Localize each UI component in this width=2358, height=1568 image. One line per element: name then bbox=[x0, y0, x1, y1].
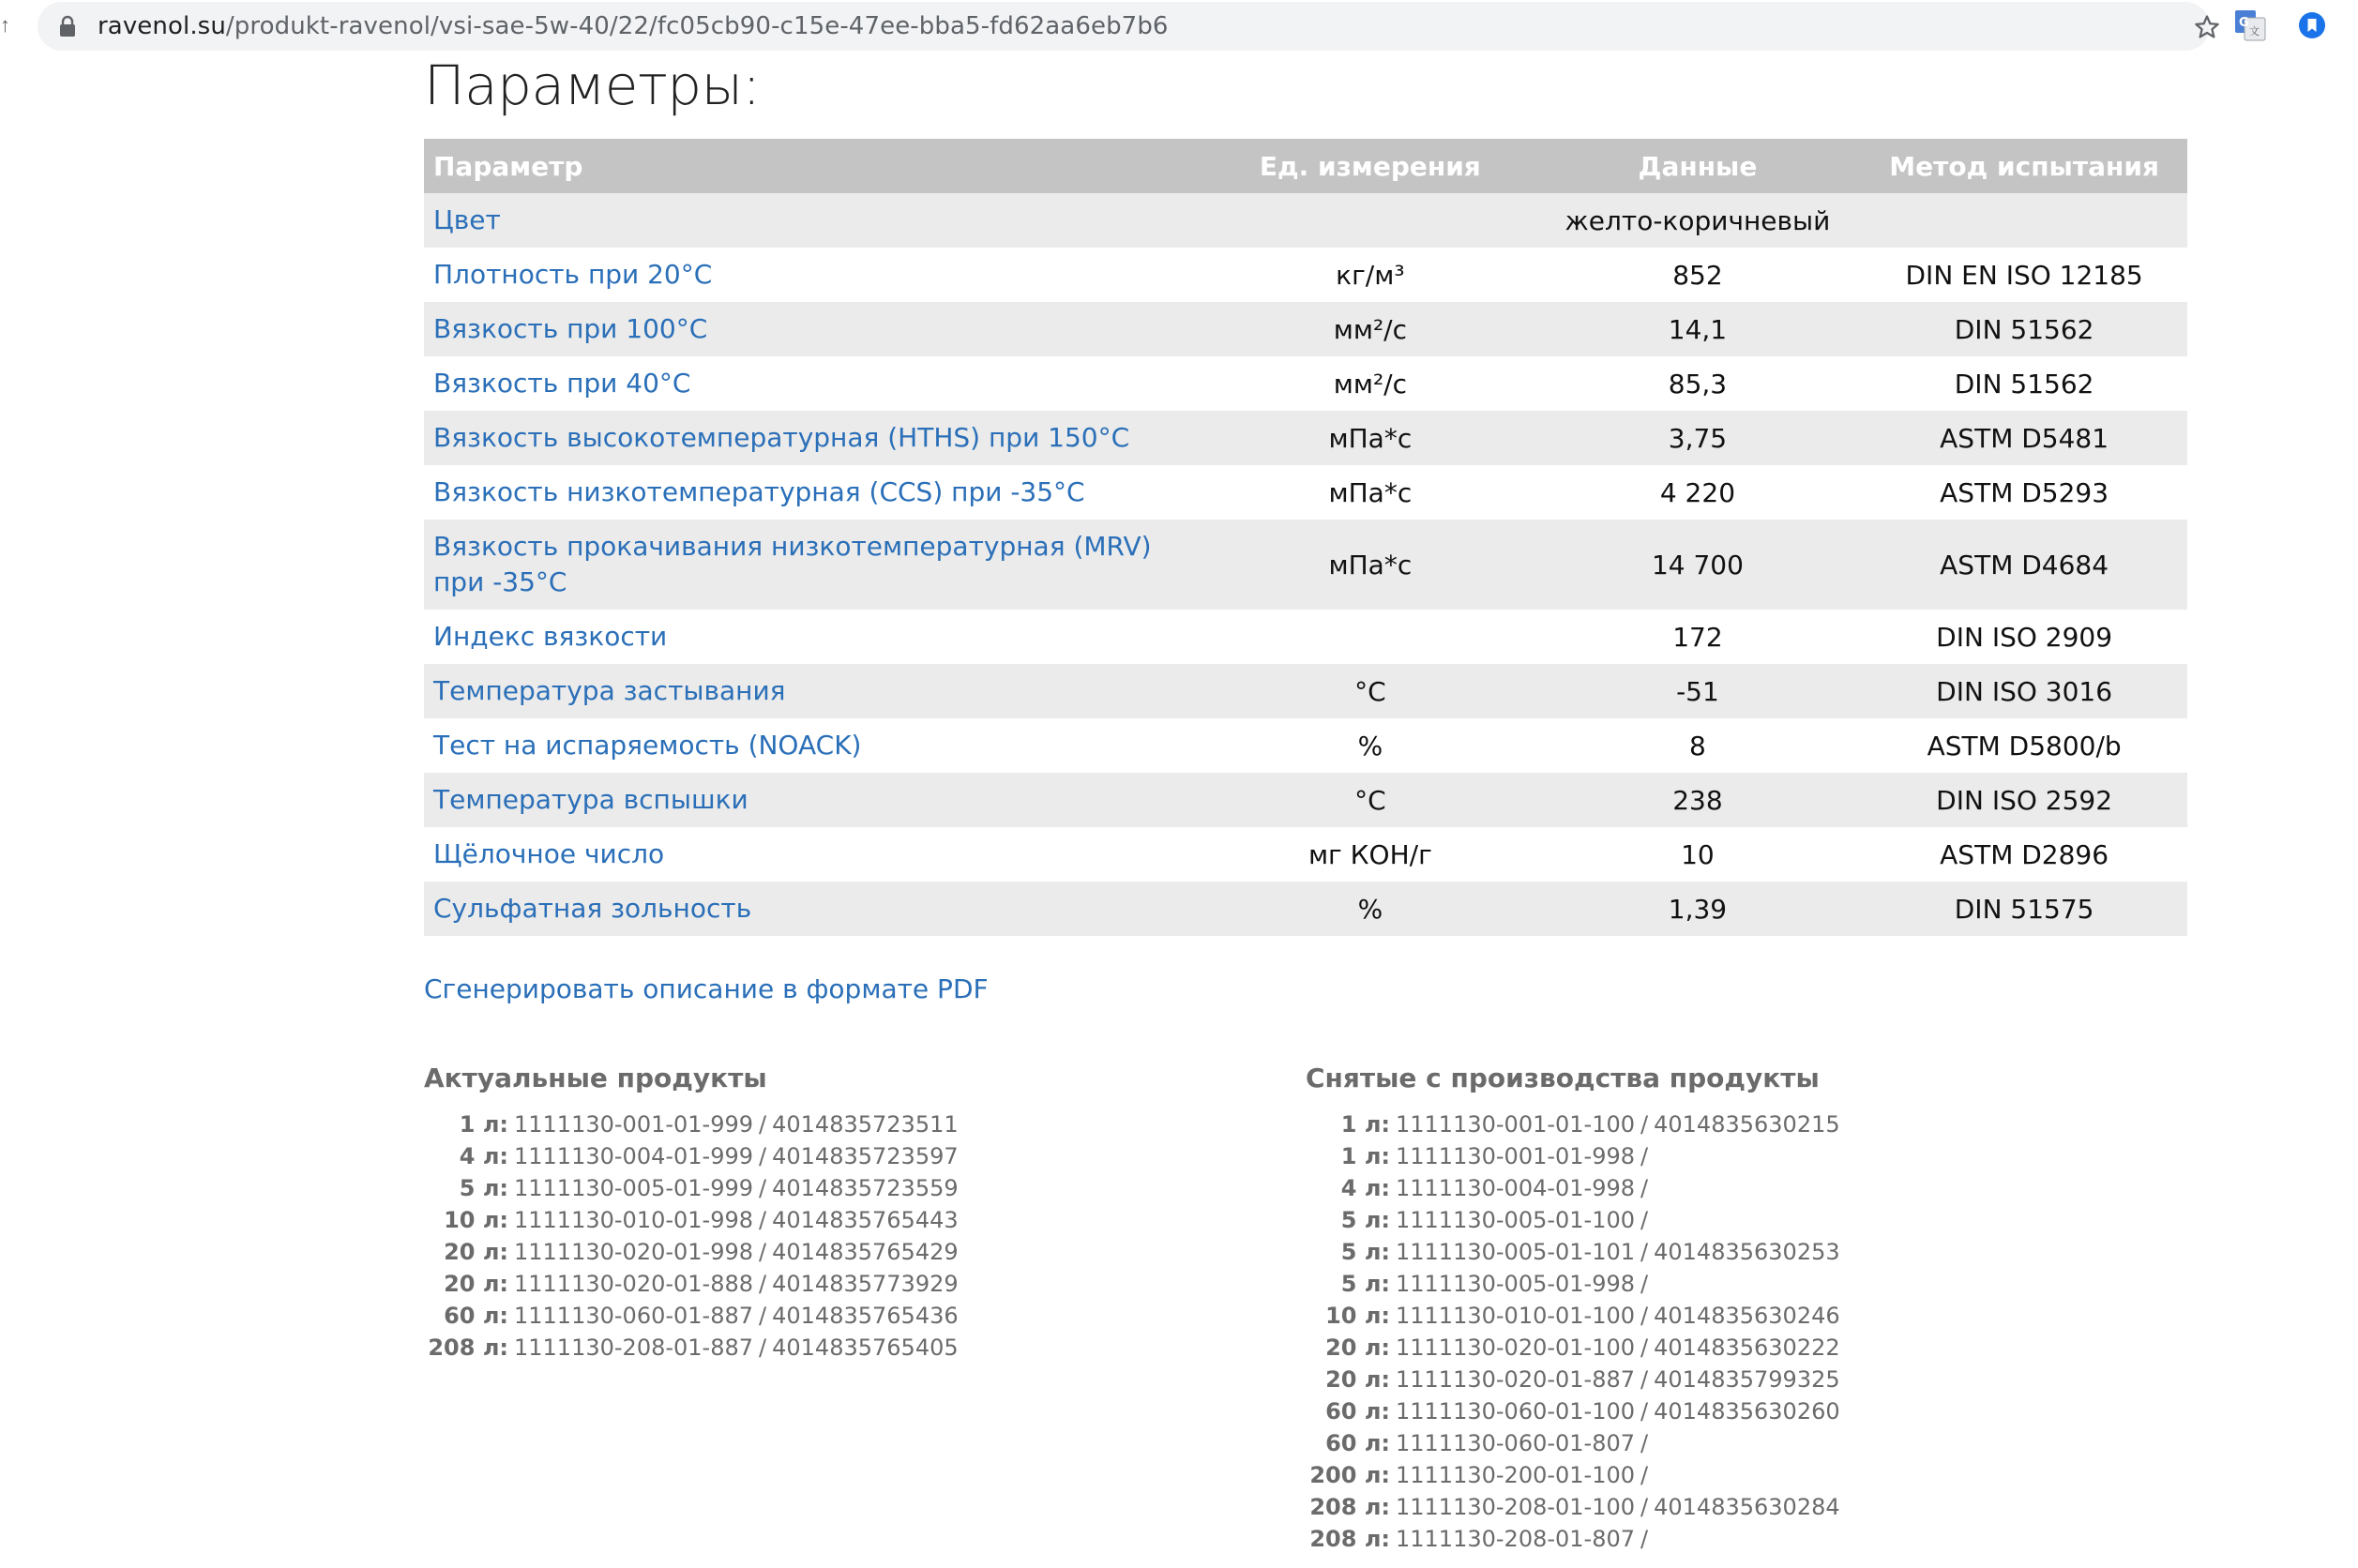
lock-icon[interactable] bbox=[58, 15, 77, 38]
product-volume: 10 л: bbox=[1325, 1303, 1390, 1329]
product-separator: / bbox=[759, 1271, 767, 1297]
param-data: -51 bbox=[1534, 664, 1862, 718]
list-item bbox=[1306, 1364, 1840, 1395]
product-code: 1111130-208-01-100 bbox=[1396, 1494, 1636, 1520]
product-volume: 60 л: bbox=[1325, 1398, 1390, 1425]
table-row bbox=[424, 718, 2187, 773]
param-unit: мПа*с bbox=[1206, 520, 1534, 610]
product-code: 1111130-004-01-998 bbox=[1396, 1175, 1636, 1201]
product-separator: / bbox=[759, 1303, 767, 1329]
url-path: /produkt-ravenol/vsi-sae-5w-40/22/fc05cb90-c15e-47ee-bba5-fd62aa6eb7b6 bbox=[225, 12, 1169, 40]
discontinued-products-section bbox=[1306, 1060, 1840, 1555]
product-volume: 20 л: bbox=[444, 1239, 508, 1265]
param-data: 14 700 bbox=[1534, 520, 1862, 610]
param-method: DIN ISO 2909 bbox=[1861, 610, 2187, 664]
list-item bbox=[424, 1300, 959, 1332]
product-separator: / bbox=[1640, 1207, 1649, 1233]
product-volume: 5 л: bbox=[459, 1175, 508, 1201]
param-data: 1,39 bbox=[1534, 882, 1862, 936]
param-method: ASTM D2896 bbox=[1861, 827, 2187, 882]
page-title: Параметры: bbox=[424, 53, 761, 117]
bookmark-extension-icon[interactable] bbox=[2298, 11, 2326, 39]
param-unit: мм²/с bbox=[1206, 356, 1534, 411]
product-code: 1111130-060-01-100 bbox=[1396, 1398, 1636, 1425]
product-separator: / bbox=[1640, 1303, 1649, 1329]
product-ean: 4014835765405 bbox=[772, 1334, 959, 1361]
param-data: 85,3 bbox=[1534, 356, 1862, 411]
param-unit: °C bbox=[1206, 664, 1534, 718]
table-row bbox=[424, 773, 2187, 827]
product-code: 1111130-020-01-998 bbox=[514, 1239, 754, 1265]
discontinued-products-list bbox=[1306, 1108, 1840, 1555]
header-unit: Ед. измерения bbox=[1206, 139, 1534, 193]
product-separator: / bbox=[1640, 1526, 1649, 1552]
list-item bbox=[424, 1268, 959, 1300]
param-name[interactable]: Вязкость высокотемпературная (HTHS) при 150°C bbox=[424, 411, 1206, 465]
product-ean: 4014835765436 bbox=[772, 1303, 959, 1329]
product-code: 1111130-005-01-998 bbox=[1396, 1271, 1636, 1297]
product-ean: 4014835630253 bbox=[1654, 1239, 1840, 1265]
actual-products-list bbox=[424, 1108, 959, 1364]
product-volume: 1 л: bbox=[1340, 1111, 1390, 1138]
product-separator: / bbox=[1640, 1175, 1649, 1201]
product-code: 1111130-010-01-998 bbox=[514, 1207, 754, 1233]
param-method: DIN 51575 bbox=[1861, 882, 2187, 936]
param-name[interactable]: Вязкость низкотемпературная (CCS) при -35°C bbox=[424, 465, 1206, 520]
param-name[interactable]: Температура вспышки bbox=[424, 773, 1206, 827]
discontinued-products-title: Снятые с производства продукты bbox=[1306, 1063, 1820, 1093]
table-row bbox=[424, 465, 2187, 520]
svg-text:G: G bbox=[2239, 16, 2249, 30]
product-ean: 4014835799325 bbox=[1654, 1366, 1840, 1393]
list-item bbox=[424, 1236, 959, 1268]
table-row bbox=[424, 827, 2187, 882]
product-code: 1111130-005-01-100 bbox=[1396, 1207, 1636, 1233]
param-method bbox=[1861, 193, 2187, 248]
product-volume: 1 л: bbox=[459, 1111, 508, 1138]
product-volume: 208 л: bbox=[1309, 1494, 1390, 1520]
list-item bbox=[1306, 1300, 1840, 1332]
product-volume: 60 л: bbox=[1325, 1430, 1390, 1456]
product-separator: / bbox=[759, 1175, 767, 1201]
param-data: 172 bbox=[1534, 610, 1862, 664]
param-name[interactable]: Вязкость прокачивания низкотемпературная (MRV) при -35°C bbox=[424, 520, 1206, 610]
product-separator: / bbox=[1640, 1143, 1649, 1169]
param-method: DIN 51562 bbox=[1861, 356, 2187, 411]
header-method: Метод испытания bbox=[1861, 139, 2187, 193]
product-ean: 4014835723511 bbox=[772, 1111, 959, 1138]
product-separator: / bbox=[1640, 1334, 1649, 1361]
param-unit: мПа*с bbox=[1206, 465, 1534, 520]
param-data: 14,1 bbox=[1534, 302, 1862, 356]
param-unit: °C bbox=[1206, 773, 1534, 827]
param-method: ASTM D5293 bbox=[1861, 465, 2187, 520]
product-code: 1111130-208-01-807 bbox=[1396, 1526, 1636, 1552]
product-separator: / bbox=[759, 1334, 767, 1361]
product-ean: 4014835630260 bbox=[1654, 1398, 1840, 1425]
product-ean: 4014835773929 bbox=[772, 1271, 959, 1297]
product-code: 1111130-001-01-100 bbox=[1396, 1111, 1636, 1138]
main-content bbox=[424, 53, 2187, 1011]
list-item bbox=[424, 1204, 959, 1236]
param-unit: % bbox=[1206, 882, 1534, 936]
product-code: 1111130-060-01-887 bbox=[514, 1303, 754, 1329]
list-item bbox=[1306, 1523, 1840, 1555]
param-unit: мПа*с bbox=[1206, 411, 1534, 465]
param-method: ASTM D5481 bbox=[1861, 411, 2187, 465]
list-item bbox=[424, 1172, 959, 1204]
parameters-table bbox=[424, 139, 2187, 936]
param-method: ASTM D4684 bbox=[1861, 520, 2187, 610]
param-name[interactable]: Вязкость при 40°C bbox=[424, 356, 1206, 411]
product-volume: 5 л: bbox=[1340, 1271, 1390, 1297]
table-header-row bbox=[424, 139, 2187, 193]
param-unit: мг КОН/г bbox=[1206, 827, 1534, 882]
param-unit bbox=[1206, 193, 1534, 248]
back-arrow-icon[interactable]: ↑ bbox=[0, 13, 10, 37]
star-icon[interactable] bbox=[2193, 13, 2221, 41]
product-separator: / bbox=[1640, 1271, 1649, 1297]
product-separator: / bbox=[1640, 1111, 1649, 1138]
list-item bbox=[1306, 1332, 1840, 1364]
param-data: 3,75 bbox=[1534, 411, 1862, 465]
list-item bbox=[1306, 1204, 1840, 1236]
product-ean: 4014835630246 bbox=[1654, 1303, 1840, 1329]
browser-toolbar bbox=[0, 0, 2358, 58]
product-code: 1111130-001-01-999 bbox=[514, 1111, 754, 1138]
actual-products-title: Актуальные продукты bbox=[424, 1063, 767, 1093]
product-separator: / bbox=[1640, 1366, 1649, 1393]
translate-icon[interactable] bbox=[2234, 9, 2266, 41]
product-volume: 1 л: bbox=[1340, 1143, 1390, 1169]
product-volume: 208 л: bbox=[1309, 1526, 1390, 1552]
param-unit: % bbox=[1206, 718, 1534, 773]
product-code: 1111130-200-01-100 bbox=[1396, 1462, 1636, 1488]
table-row bbox=[424, 610, 2187, 664]
param-method: DIN ISO 2592 bbox=[1861, 773, 2187, 827]
product-volume: 20 л: bbox=[1325, 1366, 1390, 1393]
param-name[interactable]: Цвет bbox=[424, 193, 1206, 248]
product-separator: / bbox=[759, 1207, 767, 1233]
product-volume: 208 л: bbox=[428, 1334, 508, 1361]
product-volume: 20 л: bbox=[1325, 1334, 1390, 1361]
product-code: 1111130-005-01-101 bbox=[1396, 1239, 1636, 1265]
list-item bbox=[1306, 1108, 1840, 1140]
param-name[interactable]: Температура застывания bbox=[424, 664, 1206, 718]
product-separator: / bbox=[1640, 1430, 1649, 1456]
header-parameter: Параметр bbox=[424, 139, 1206, 193]
product-code: 1111130-020-01-888 bbox=[514, 1271, 754, 1297]
product-ean: 4014835723559 bbox=[772, 1175, 959, 1201]
product-code: 1111130-010-01-100 bbox=[1396, 1303, 1636, 1329]
product-code: 1111130-001-01-998 bbox=[1396, 1143, 1636, 1169]
param-data: 8 bbox=[1534, 718, 1862, 773]
param-name[interactable]: Тест на испаряемость (NOACK) bbox=[424, 718, 1206, 773]
param-data: 238 bbox=[1534, 773, 1862, 827]
param-data: 10 bbox=[1534, 827, 1862, 882]
param-name[interactable]: Индекс вязкости bbox=[424, 610, 1206, 664]
list-item bbox=[1306, 1459, 1840, 1491]
list-item bbox=[1306, 1140, 1840, 1172]
param-unit: мм²/с bbox=[1206, 302, 1534, 356]
list-item bbox=[1306, 1427, 1840, 1459]
product-ean: 4014835723597 bbox=[772, 1143, 959, 1169]
table-row bbox=[424, 882, 2187, 936]
product-ean: 4014835630215 bbox=[1654, 1111, 1840, 1138]
product-ean: 4014835630222 bbox=[1654, 1334, 1840, 1361]
table-row bbox=[424, 520, 2187, 610]
product-separator: / bbox=[759, 1111, 767, 1138]
table-row bbox=[424, 248, 2187, 302]
product-volume: 10 л: bbox=[444, 1207, 508, 1233]
param-name[interactable]: Вязкость при 100°C bbox=[424, 302, 1206, 356]
product-volume: 5 л: bbox=[1340, 1239, 1390, 1265]
param-data: 4 220 bbox=[1534, 465, 1862, 520]
product-volume: 4 л: bbox=[459, 1143, 508, 1169]
generate-pdf-link[interactable]: Сгенерировать описание в формате PDF bbox=[424, 973, 989, 1004]
list-item bbox=[1306, 1491, 1840, 1523]
table-row bbox=[424, 411, 2187, 465]
product-code: 1111130-020-01-887 bbox=[1396, 1366, 1636, 1393]
product-code: 1111130-004-01-999 bbox=[514, 1143, 754, 1169]
param-method: DIN EN ISO 12185 bbox=[1861, 248, 2187, 302]
product-separator: / bbox=[759, 1239, 767, 1265]
product-ean: 4014835765429 bbox=[772, 1239, 959, 1265]
product-ean: 4014835765443 bbox=[772, 1207, 959, 1233]
param-method: ASTM D5800/b bbox=[1861, 718, 2187, 773]
table-row bbox=[424, 302, 2187, 356]
param-data: желто-коричневый bbox=[1534, 193, 1862, 248]
param-method: DIN 51562 bbox=[1861, 302, 2187, 356]
product-code: 1111130-060-01-807 bbox=[1396, 1430, 1636, 1456]
param-unit bbox=[1206, 610, 1534, 664]
actual-products-section bbox=[424, 1060, 959, 1364]
list-item bbox=[1306, 1236, 1840, 1268]
list-item bbox=[424, 1108, 959, 1140]
table-row bbox=[424, 664, 2187, 718]
product-volume: 20 л: bbox=[444, 1271, 508, 1297]
product-separator: / bbox=[1640, 1494, 1649, 1520]
param-name[interactable]: Щёлочное число bbox=[424, 827, 1206, 882]
product-code: 1111130-020-01-100 bbox=[1396, 1334, 1636, 1361]
product-ean: 4014835630284 bbox=[1654, 1494, 1840, 1520]
product-volume: 4 л: bbox=[1340, 1175, 1390, 1201]
header-data: Данные bbox=[1534, 139, 1862, 193]
list-item bbox=[424, 1140, 959, 1172]
product-code: 1111130-208-01-887 bbox=[514, 1334, 754, 1361]
param-name[interactable]: Плотность при 20°C bbox=[424, 248, 1206, 302]
table-row bbox=[424, 193, 2187, 248]
url-text[interactable] bbox=[98, 12, 1169, 40]
product-volume: 200 л: bbox=[1309, 1462, 1390, 1488]
list-item bbox=[424, 1332, 959, 1364]
param-unit: кг/м³ bbox=[1206, 248, 1534, 302]
svg-text:文: 文 bbox=[2249, 25, 2260, 38]
product-volume: 5 л: bbox=[1340, 1207, 1390, 1233]
product-code: 1111130-005-01-999 bbox=[514, 1175, 754, 1201]
product-separator: / bbox=[1640, 1398, 1649, 1425]
list-item bbox=[1306, 1172, 1840, 1204]
list-item bbox=[1306, 1268, 1840, 1300]
url-host: ravenol.su bbox=[98, 12, 226, 40]
product-separator: / bbox=[1640, 1239, 1649, 1265]
product-volume: 60 л: bbox=[444, 1303, 508, 1329]
param-method: DIN ISO 3016 bbox=[1861, 664, 2187, 718]
param-data: 852 bbox=[1534, 248, 1862, 302]
table-row bbox=[424, 356, 2187, 411]
product-separator: / bbox=[759, 1143, 767, 1169]
product-separator: / bbox=[1640, 1462, 1649, 1488]
address-bar[interactable] bbox=[38, 2, 2210, 51]
list-item bbox=[1306, 1395, 1840, 1427]
param-name[interactable]: Сульфатная зольность bbox=[424, 882, 1206, 936]
